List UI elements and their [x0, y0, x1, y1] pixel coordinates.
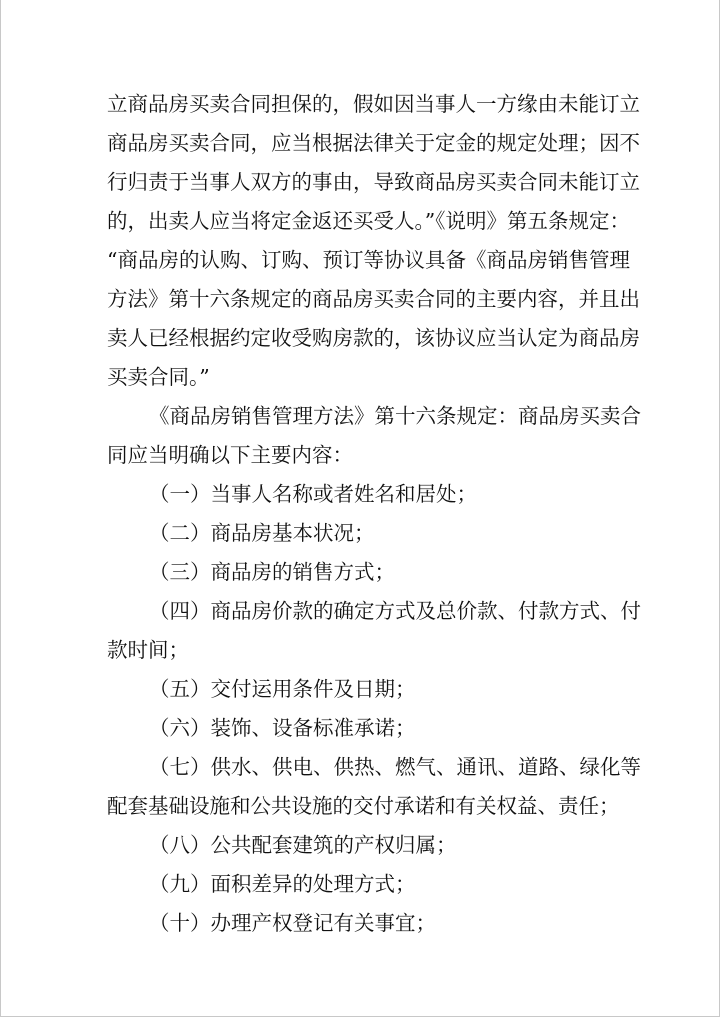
text-line: （一）当事人名称或者姓名和居处；	[149, 482, 477, 506]
text-line: （二）商品房基本状况；	[149, 521, 375, 545]
text-line: 卖人已经根据约定收受购房款的，该协议应当认定为商品房	[107, 326, 640, 350]
text-line: （五）交付运用条件及日期；	[149, 677, 416, 701]
text-line: （四）商品房价款的确定方式及总价款、付款方式、付	[149, 599, 641, 623]
text-line: 的，出卖人应当将定金返还买受人。”《说明》第五条规定：	[107, 209, 630, 233]
text-line: （十）办理产权登记有关事宜；	[149, 911, 436, 935]
text-line: （六）装饰、设备标准承诺；	[149, 716, 416, 740]
text-line: 同应当明确以下主要内容：	[107, 443, 353, 467]
text-line: “商品房的认购、订购、预订等协议具备《商品房销售管理	[107, 248, 630, 272]
text-line: 立商品房买卖合同担保的，假如因当事人一方缘由未能订立	[107, 92, 640, 116]
text-line: 商品房买卖合同，应当根据法律关于定金的规定处理；因不	[107, 131, 640, 155]
text-line: （七）供水、供电、供热、燃气、通讯、道路、绿化等	[149, 755, 641, 779]
text-line: （八）公共配套建筑的产权归属；	[149, 833, 457, 857]
body-text	[107, 85, 641, 943]
text-line: 配套基础设施和公共设施的交付承诺和有关权益、责任；	[107, 794, 620, 818]
text-line: 行归责于当事人双方的事由，导致商品房买卖合同未能订立	[107, 170, 640, 194]
text-line: 《商品房销售管理方法》第十六条规定：商品房买卖合	[149, 404, 641, 428]
text-line: 方法》第十六条规定的商品房买卖合同的主要内容，并且出	[107, 287, 640, 311]
text-line: （三）商品房的销售方式；	[149, 560, 395, 584]
text-line: 买卖合同。”	[107, 365, 210, 389]
text-line: （九）面积差异的处理方式；	[149, 872, 416, 896]
text-line: 款时间；	[107, 638, 189, 662]
